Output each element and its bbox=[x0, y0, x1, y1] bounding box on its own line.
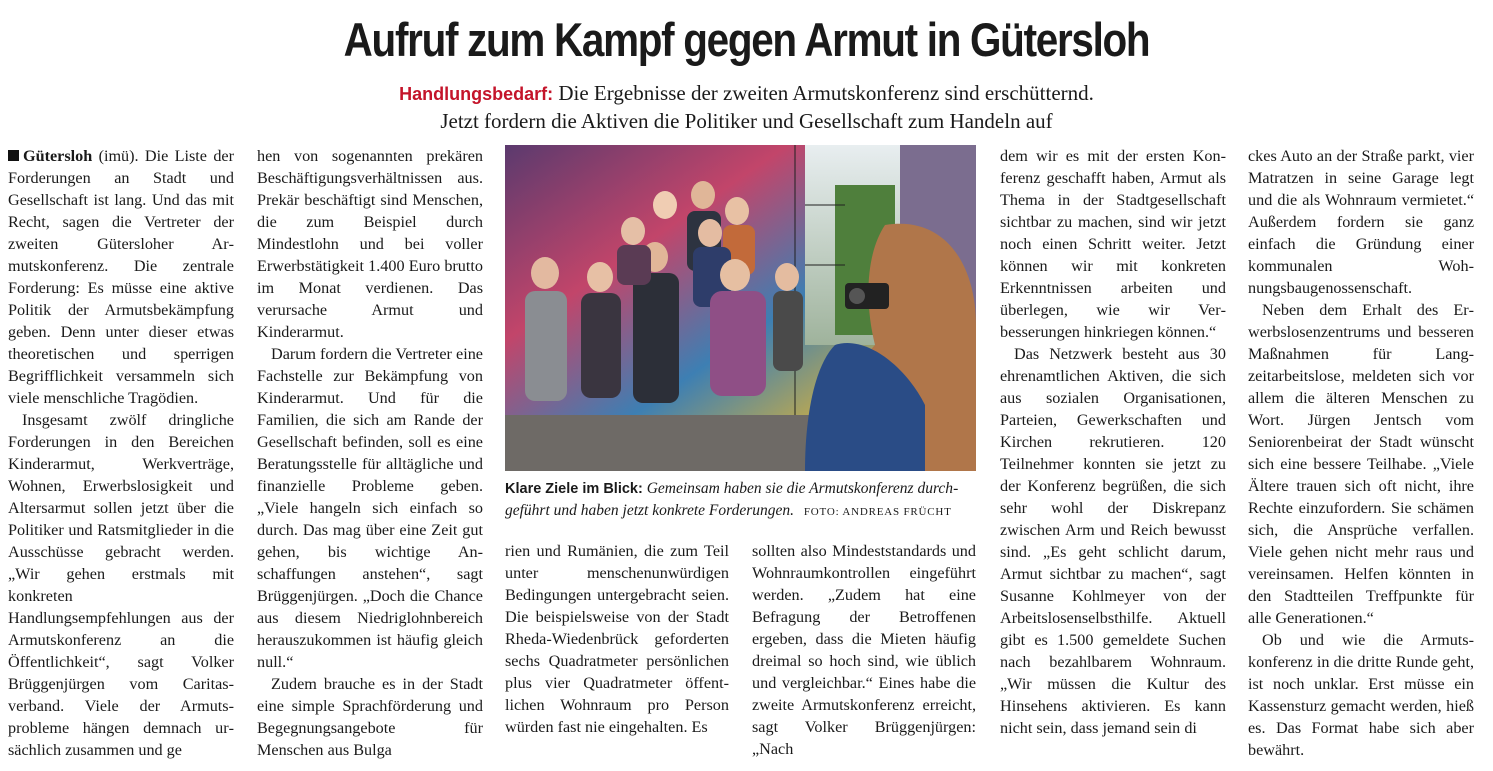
paragraph: Zudem brauche es in der Stadt eine simple Sprachförderung und Begegnungsangebote für Menschen aus Bulga bbox=[257, 675, 483, 759]
dateline: Gütersloh bbox=[23, 147, 93, 165]
photo-illustration bbox=[505, 145, 976, 471]
paragraph: Ob und wie die Armutskonferenz in die dritte Runde geht, ist noch unklar. Erst müsse ein Kassensturz gemacht werden, hieß es. Das Format habe sich aber bewährt. bbox=[1248, 631, 1474, 759]
column-4 bbox=[752, 540, 976, 760]
caption-text: Gemeinsam haben sie die Armutskonferenz durchgeführt und haben jetzt konkrete Forderungen. bbox=[505, 480, 959, 519]
photo-caption bbox=[505, 478, 976, 523]
column-6 bbox=[1248, 145, 1474, 761]
paragraph: Das Netzwerk besteht aus 30 ehrenamtlichen Aktiven, die sich aus sozialen Organisationen, Parteien, Gewerkschaften und Kirchen rekrutieren. 120 Teilnehmer konnten sie jetzt zu der Konferenz begrüßen, die sich sehr wohl der Diskrepanz zwischen Arm und Reich bewusst sind. „Es geht schlicht darum, Armut sichtbar zu machen“, sagt Susanne Kohlmeyer von der Arbeitslosenselbsthilfe. Aktuell gibt es 1.500 gemeldete Suchen nach bezahlbarem Wohnraum. „Wir müssen die Kultur des Hinsehens aktivieren. Es kann nicht sein, dass jemand sein di bbox=[1000, 345, 1226, 737]
paragraph: hen von sogenannten prekären Beschäftigungsverhältnissen aus. Prekär beschäftigt sind Menschen, die zum Beispiel durch Mindestlohn und bei voller Erwerbstätigkeit 1.400 Euro brutto im Monat verdienen. Das verursache Armut und Kinderarmut. bbox=[257, 147, 483, 341]
column-1 bbox=[8, 145, 234, 761]
headline: Aufruf zum Kampf gegen Armut in Gütersloh bbox=[343, 13, 1150, 66]
paragraph: Neben dem Erhalt des Erwerbslosenzentrums und besseren Maßnahmen für Langzeitarbeitslose, meldeten sich vor allem die älteren Menschen zu Wort. Jürgen Jentsch vom Seniorenbeirat der Stadt wünscht sich eine bessere Teilhabe. „Viele Ältere trauen sich oft nicht, ihre Rechte einzufordern. Sie schämen sich, die Ansprüche verfallen. Viele gehen nicht mehr raus und vereinsamen. Helfen könnten in den Stadtteilen Treffpunkte für alle Generationen.“ bbox=[1248, 301, 1474, 627]
paragraph: Darum fordern die Vertreter eine Fachstelle zur Bekämpfung von Kinderarmut. Und für die Familien, die sich am Rande der Gesellschaft befinden, soll es eine Beratungsstelle für alltägliche und finanzielle Probleme geben. „Viele hangeln sich einfach so durch. Das mag über eine Zeit gut gehen, bis wichtige Anschaffungen anstehen“, sagt Brüggenjürgen. „Doch die Chance aus diesem Niedriglohnbereich herauszukommen ist häufig gleich null.“ bbox=[257, 345, 483, 671]
column-2 bbox=[257, 145, 483, 761]
paragraph: dem wir es mit der ersten Konferenz geschafft haben, Armut als Thema in der Stadtgesellschaft sichtbar zu machen, sind wir jetzt noch einen Schritt weiter. Jetzt können wir mit konkreten Erkenntnissen arbeiten und überlegen, wie wir Verbesserungen hinkriegen können.“ bbox=[1000, 147, 1226, 341]
paragraph: sollten also Mindeststandards und Wohnraumkontrollen eingeführt werden. „Zudem hat eine Befragung der Betroffenen ergeben, dass die Mieten häufig dreimal so hoch sind, wie üblich und vergleichbar.“ Eines habe die zweite Armutskonferenz erreicht, sagt Volker Brüggenjürgen: „Nach bbox=[752, 542, 976, 758]
caption-lead: Klare Ziele im Blick: bbox=[505, 481, 643, 497]
subline-second: Jetzt fordern die Aktiven die Politiker und Gesellschaft zum Handeln auf bbox=[440, 109, 1053, 133]
photo-credit: FOTO: ANDREAS FRÜCHT bbox=[803, 506, 952, 518]
paragraph: ckes Auto an der Straße parkt, vier Matratzen in seine Garage legt und die als Wohnraum vermietet.“ Außerdem fordern sie ganz einfach die Gründung einer kommunalen Wohnungsbaugenossenschaft. bbox=[1248, 147, 1474, 297]
paragraph: Insgesamt zwölf dringliche Forderungen in den Bereichen Kinderarmut, Werkverträge, Wohnen, Erwerbslosigkeit und Altersarmut sollen jetzt über die Politiker und Ratsmitglieder in die Ausschüsse gebracht werden. „Wir gehen erstmals mit konkreten Handlungsempfehlungen aus der Armutskonferenz an die Öffentlichkeit“, sagt Volker Brüggenjürgen vom Caritasverband. Viele der Armutsprobleme hängen demnach ursächlich zusammen und ge bbox=[8, 411, 234, 759]
paragraph-text: Die Liste der Forderungen an Stadt und Gesellschaft ist lang. Und das mit Recht, sagen die Vertreter der zweiten Gütersloher Armutskonferenz. Die zentrale Forderung: Es müsse eine aktive Politik der Armutsbekämpfung geben. Denn unter dieser etwas theoretischen und sperrigen Begrifflichkeit versammeln sich viele menschliche Tragödien. bbox=[8, 147, 234, 407]
subline-first bbox=[0, 79, 1493, 108]
byline: (imü). bbox=[98, 147, 139, 165]
paragraph: rien und Rumänien, die zum Teil unter menschenunwürdigen Bedingungen untergebracht seien. Die beispielsweise von der Stadt Rheda-Wiedenbrück geforderten sechs Quadratmeter persönlichen plus vier Quadratmeter öffentlichen Wohnraum pro Person würden fast nie eingehalten. Es bbox=[505, 542, 729, 736]
subline-text-1: Die Ergebnisse der zweiten Armutskonferenz sind erschütternd. bbox=[558, 81, 1094, 105]
article-photo bbox=[505, 145, 976, 471]
dateline-square-icon bbox=[8, 150, 19, 161]
column-3 bbox=[505, 540, 729, 738]
paragraph bbox=[8, 145, 234, 409]
kicker: Handlungsbedarf: bbox=[399, 84, 554, 104]
column-5 bbox=[1000, 145, 1226, 739]
